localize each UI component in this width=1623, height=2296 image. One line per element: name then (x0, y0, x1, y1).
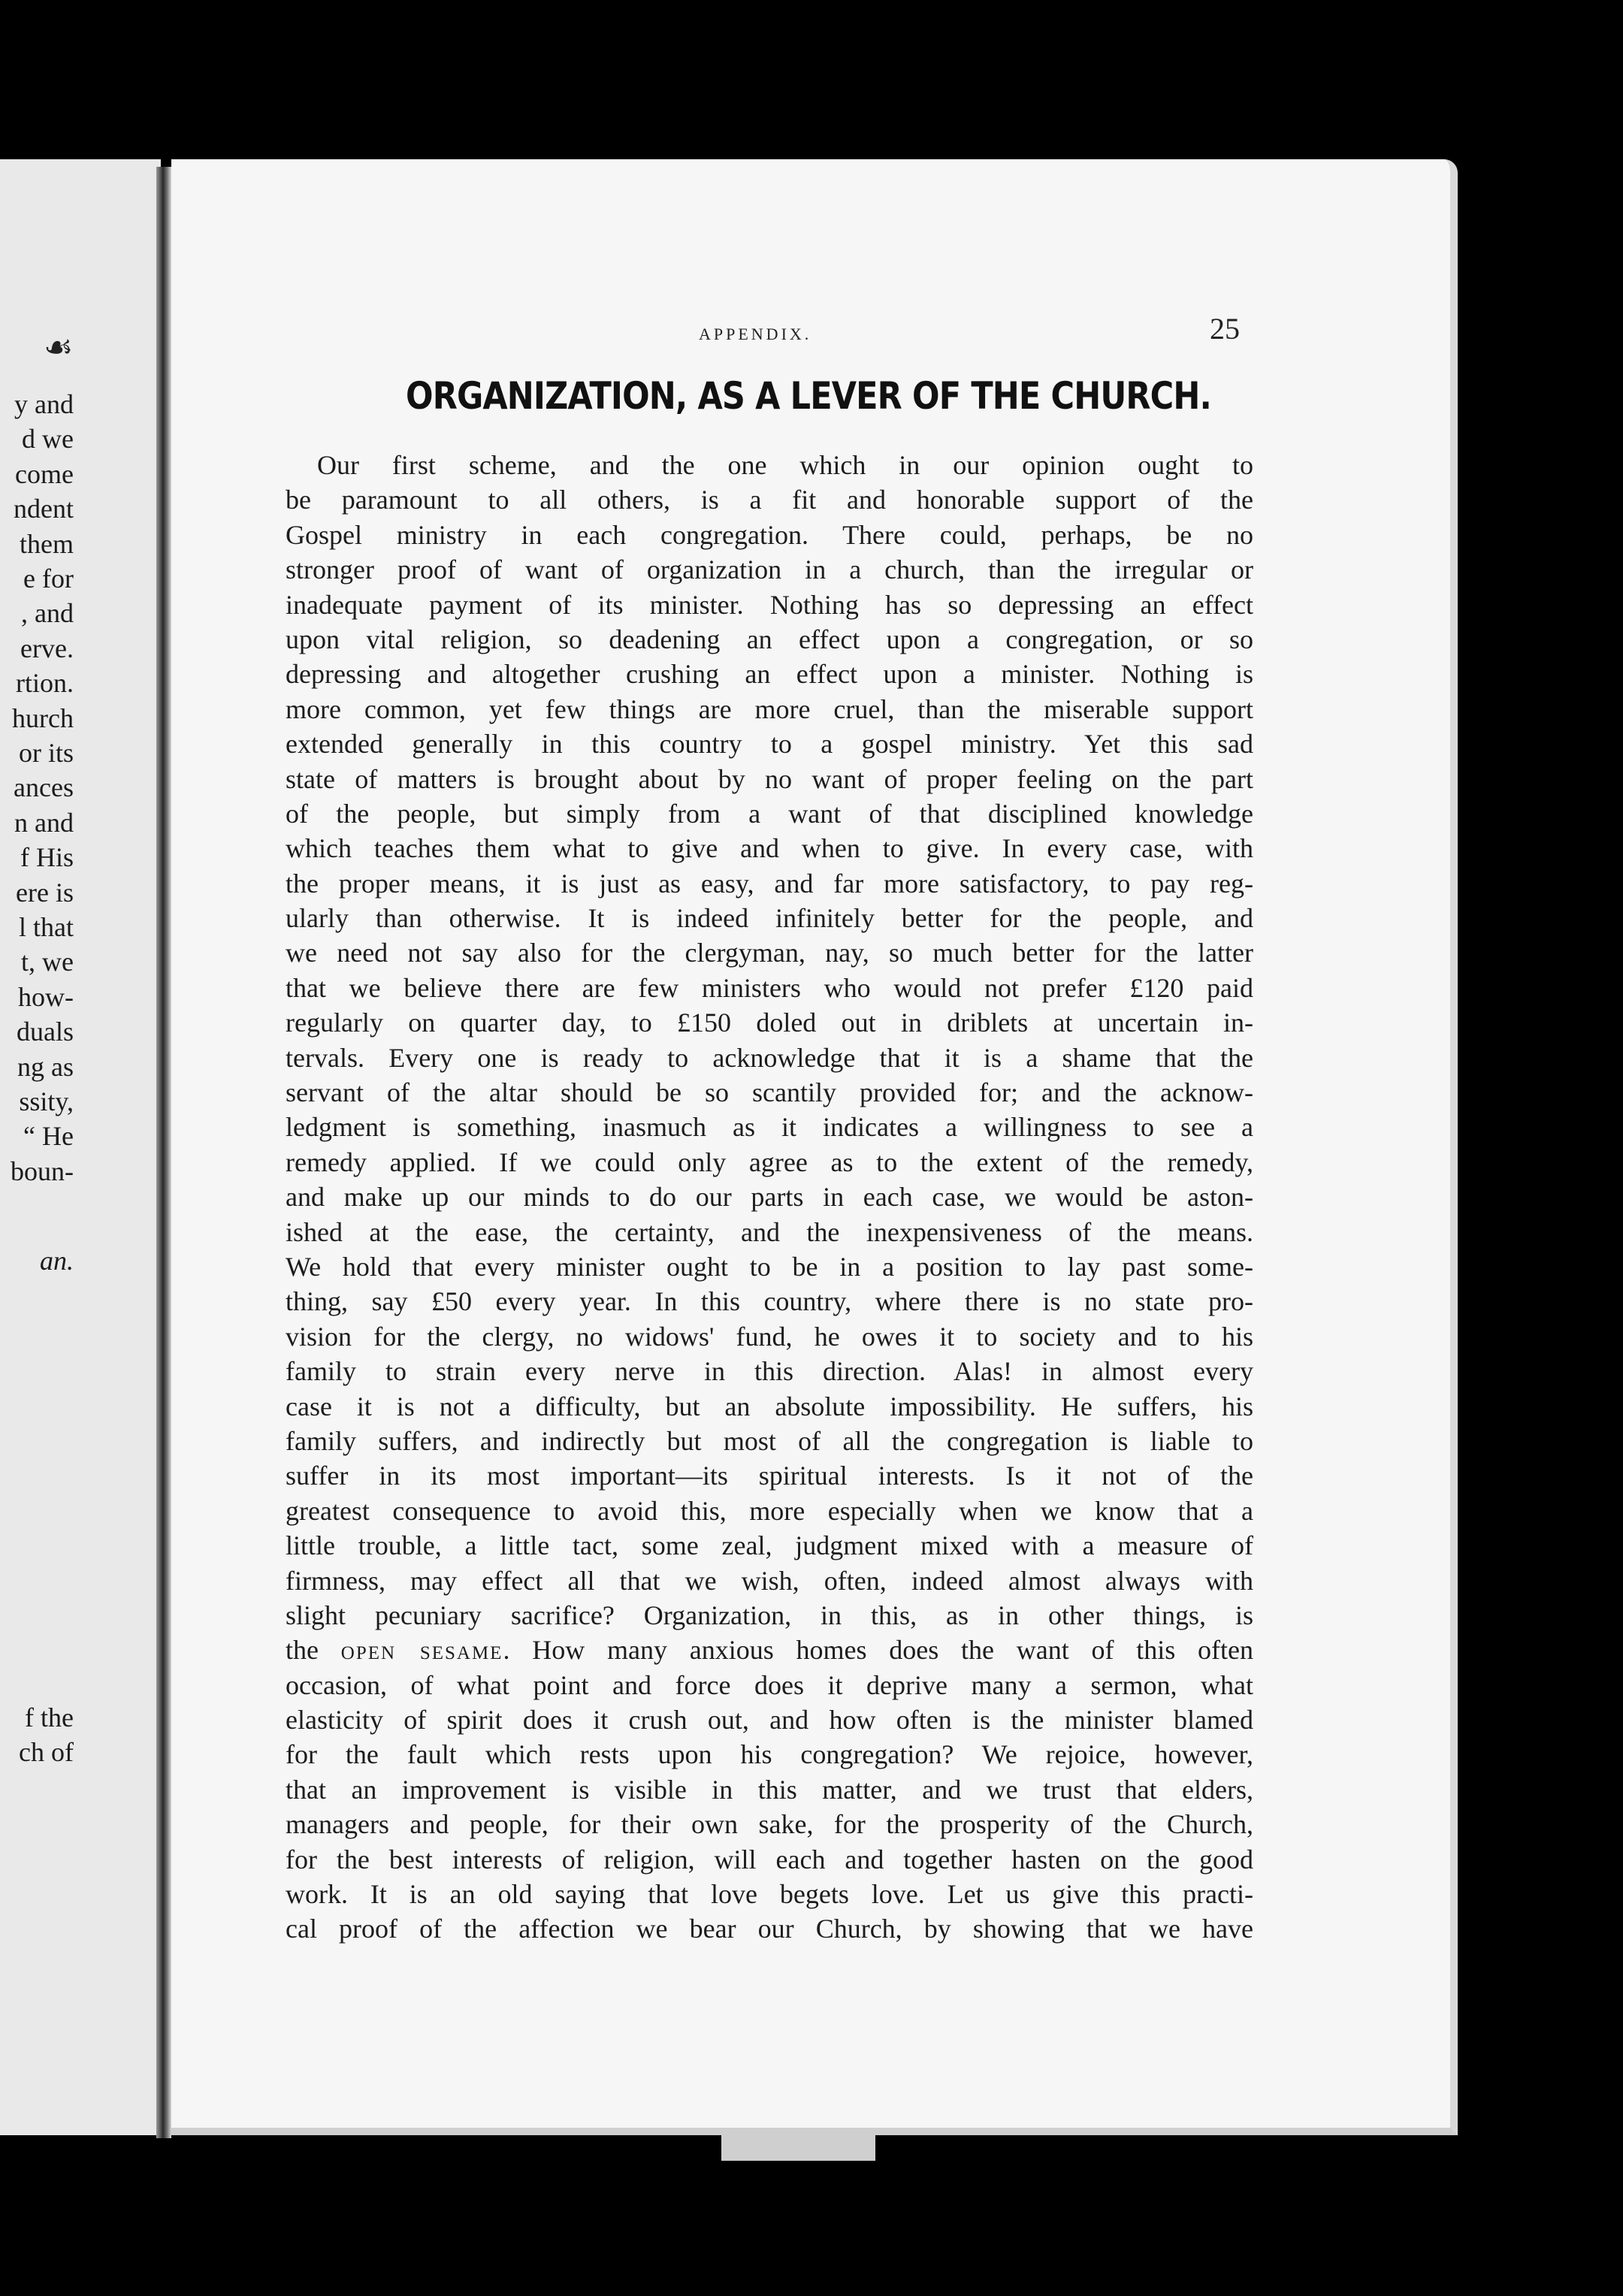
text-line: ledgment is something, inasmuch as it indicates a willingness to see a (286, 1112, 1253, 1143)
previous-page-line: rtion. (16, 668, 74, 699)
text-line: we need not say also for the clergyman, nay, so much better for the latter (286, 938, 1253, 968)
previous-page-line: an. (40, 1246, 74, 1276)
previous-page-line: erve. (20, 633, 74, 663)
previous-page-line: n and (14, 807, 74, 838)
text-segment: the (286, 1635, 319, 1666)
text-line: that an improvement is visible in this matter, and we trust that elders, (286, 1774, 1253, 1805)
text-line: family to strain every nerve in this direction. Alas! in almost every (286, 1356, 1253, 1387)
text-line: depressing and altogether crushing an effect upon a minister. Nothing is (286, 659, 1253, 690)
page-number: 25 (1210, 312, 1240, 346)
text-line: thing, say £50 every year. In this country, where there is no state pro- (286, 1286, 1253, 1317)
previous-page-line: them (20, 528, 74, 559)
previous-page-line: t, we (21, 947, 74, 977)
previous-page-line: ndent (14, 494, 74, 524)
body-text (286, 448, 1253, 1947)
text-line: family suffers, and indirectly but most of all the congregation is liable to (286, 1425, 1253, 1456)
text-line: for the fault which rests upon his congregation? We rejoice, however, (286, 1739, 1253, 1770)
previous-page-line: , and (21, 598, 74, 629)
text-line: tervals. Every one is ready to acknowledge that it is a shame that the (286, 1042, 1253, 1073)
previous-page-line: hurch (12, 702, 74, 733)
text-line: inadequate payment of its minister. Nothing has so depressing an effect (286, 589, 1253, 620)
book-gutter (156, 167, 171, 2138)
text-line: ished at the ease, the certainty, and the inexpensiveness of the means. (286, 1216, 1253, 1247)
previous-page-line: y and (14, 389, 74, 419)
text-line: ularly than otherwise. It is indeed infinitely better for the people, and (286, 903, 1253, 934)
text-line: of the people, but simply from a want of that disciplined knowledge (286, 798, 1253, 829)
previous-page-line: l that (19, 912, 74, 942)
text-line: servant of the altar should be so scantily provided for; and the acknow- (286, 1077, 1253, 1108)
text-line: We hold that every minister ought to be in a position to lay past some- (286, 1251, 1253, 1282)
previous-page-line: how- (18, 981, 74, 1012)
text-line: Our first scheme, and the one which in our opinion ought to (317, 450, 1253, 480)
text-line: firmness, may effect all that we wish, often, indeed almost always with (286, 1565, 1253, 1596)
printer-ornament: ☙ (44, 329, 74, 366)
previous-page-line: ng as (17, 1051, 74, 1082)
previous-page-line: “ He (23, 1121, 74, 1152)
previous-page-line: d we (22, 424, 74, 455)
text-line: upon vital religion, so deadening an effect upon a congregation, or so (286, 624, 1253, 654)
text-line: stronger proof of want of organization in a church, than the irregular or (286, 554, 1253, 585)
text-line: managers and people, for their own sake, for the prosperity of the Church, (286, 1809, 1253, 1840)
previous-page-line: e for (23, 563, 74, 594)
text-line: more common, yet few things are more cruel, than the miserable support (286, 693, 1253, 724)
previous-page-line: or its (18, 738, 74, 768)
text-line: vision for the clergy, no widows' fund, he owes it to society and to his (286, 1321, 1253, 1352)
previous-page-line: f the (25, 1702, 74, 1733)
text-line: state of matters is brought about by no want of proper feeling on the part (286, 763, 1253, 794)
previous-page-line: f His (20, 842, 74, 873)
text-segment: . How many anxious homes does the want of this often (503, 1635, 1254, 1666)
text-line: greatest consequence to avoid this, more especially when we know that a (286, 1495, 1253, 1526)
text-line: be paramount to all others, is a fit and honorable support of the (286, 485, 1253, 515)
text-line: suffer in its most important—its spiritual interests. Is it not of the (286, 1461, 1253, 1491)
text-line: little trouble, a little tact, some zeal, judgment mixed with a measure of (286, 1530, 1253, 1561)
text-line: the proper means, it is just as easy, and far more satisfactory, to pay reg- (286, 868, 1253, 899)
previous-page-line: ere is (16, 877, 74, 908)
text-line: remedy applied. If we could only agree as to the extent of the remedy, (286, 1146, 1253, 1177)
text-line: case it is not a difficulty, but an absolute impossibility. He suffers, his (286, 1391, 1253, 1421)
underlying-page-edge (721, 2135, 875, 2161)
text-line: regularly on quarter day, to £150 doled out in driblets at uncertain in- (286, 1008, 1253, 1038)
text-line: elasticity of spirit does it crush out, and how often is the minister blamed (286, 1705, 1253, 1736)
text-line: work. It is an old saying that love begets love. Let us give this practi- (286, 1879, 1253, 1910)
text-line (286, 1633, 1253, 1667)
previous-page-line: ances (14, 772, 74, 803)
running-head: APPENDIX. (699, 325, 812, 343)
text-line: that we believe there are few ministers who would not prefer £120 paid (286, 972, 1253, 1003)
text-line: for the best interests of religion, will each and together hasten on the good (286, 1844, 1253, 1875)
open-sesame-small-caps: open sesame (340, 1635, 503, 1666)
text-line: slight pecuniary sacrifice? Organization, in this, as in other things, is (286, 1600, 1253, 1630)
text-line: occasion, of what point and force does it deprive many a sermon, what (286, 1669, 1253, 1700)
previous-page-fragment (0, 159, 161, 2135)
text-line: extended generally in this country to a gospel ministry. Yet this sad (286, 729, 1253, 760)
previous-page-line: boun- (11, 1156, 74, 1186)
previous-page-line: ch of (19, 1737, 74, 1768)
text-line: Gospel ministry in each congregation. There could, perhaps, be no (286, 519, 1253, 550)
page-title: ORGANIZATION, AS A LEVER OF THE CHURCH. (406, 374, 1211, 418)
previous-page-line: ssity, (19, 1086, 74, 1116)
text-line: and make up our minds to do our parts in each case, we would be aston- (286, 1182, 1253, 1213)
text-line: which teaches them what to give and when to give. In every case, with (286, 833, 1253, 864)
previous-page-line: come (15, 458, 74, 489)
previous-page-line: duals (17, 1017, 74, 1047)
text-line: cal proof of the affection we bear our Church, by showing that we have (286, 1914, 1253, 1944)
